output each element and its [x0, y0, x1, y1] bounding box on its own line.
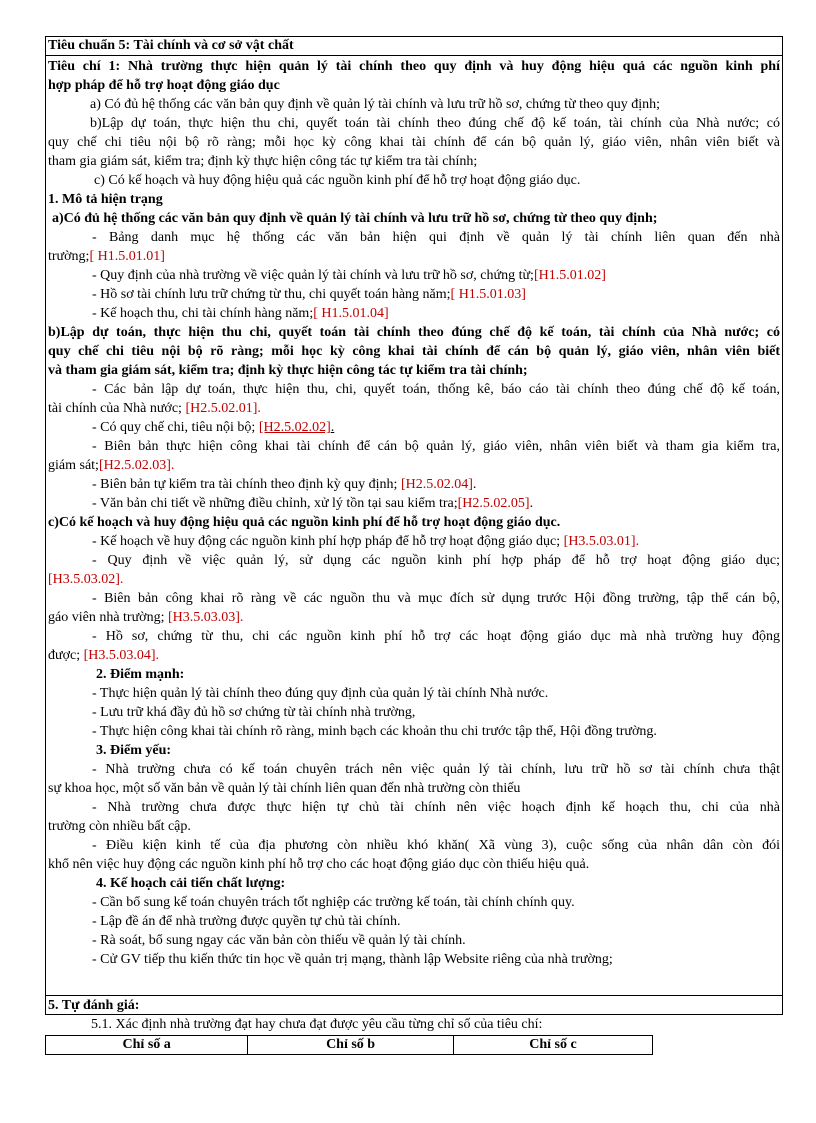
standard-title: Tiêu chuẩn 5: Tài chính và cơ sở vật chất: [46, 37, 782, 56]
evidence-code[interactable]: [ H1.5.01.04]: [313, 306, 389, 321]
evidence-code[interactable]: [H2.5.02.03].: [98, 458, 175, 473]
weakness-item: sự khoa học, một số văn bản về quản lý tài chính liên quan đến nhà trường còn thiếu: [48, 781, 521, 796]
weakness-item: - Nhà trường chưa được thực hiện tự chủ tài chính nên việc hoạch định kế hoạch thu, chi của nhà: [92, 800, 780, 815]
evidence-line: - Kế hoạch về huy động các nguồn kinh phí hợp pháp để hỗ trợ hoạt động giáo dục; [H3.5.03.01].: [92, 534, 640, 549]
evidence-line: - Biên bản công khai rõ ràng về các nguồn thu và mục đích sử dụng trước Hội đồng trường, tập thể cán bộ,: [92, 591, 780, 606]
plan-item: - Cử GV tiếp thu kiến thức tin học về quản trị mạng, thành lập Website riêng của nhà trường;: [92, 952, 613, 967]
evidence-line: - Hồ sơ, chứng từ thu, chi các nguồn kinh phí hỗ trợ các hoạt động giáo dục mà nhà trường huy động: [92, 629, 780, 644]
evidence-code[interactable]: [H2.5.02.01].: [185, 401, 261, 416]
table-header-cell: Chỉ số c: [453, 1036, 652, 1055]
evidence-code[interactable]: [H3.5.03.03].: [167, 610, 244, 625]
strength-item: - Lưu trữ khá đầy đủ hồ sơ chứng từ tài chính nhà trường,: [92, 705, 416, 720]
evidence-code[interactable]: [ H1.5.01.03]: [450, 287, 526, 302]
evidence-line: - Bảng danh mục hệ thống các văn bản hiện qui định về quản lý tài chính liên quan đến nhà: [92, 230, 780, 245]
weakness-item: trường còn nhiều bất cập.: [48, 819, 191, 834]
document-frame: [45, 36, 783, 1015]
subsection-b-heading: b)Lập dự toán, thực hiện thu chi, quyết toán tài chính theo đúng chế độ kế toán, tài chính của Nhà nước; có: [48, 325, 780, 340]
weakness-item: - Điều kiện kinh tế của địa phương còn nhiều khó khăn( Xã vùng 3), cuộc sống của nhân dân còn đói: [92, 838, 780, 853]
requirement-b-cont: tham gia giám sát, kiểm tra; định kỳ thực hiện công tác tự kiểm tra tài chính;: [48, 154, 478, 169]
strength-item: - Thực hiện công khai tài chính rõ ràng, minh bạch các khoản thu chi trước tập thể, Hội đồng trường.: [92, 724, 657, 739]
requirement-b: b)Lập dự toán, thực hiện thu chi, quyết toán tài chính theo đúng chế độ kế toán, tài chính của Nhà nước; có: [90, 116, 780, 131]
evidence-line: [48, 570, 780, 589]
evidence-line: - Biên bản thực hiện công khai tài chính để cán bộ quản lý, giáo viên, nhân viên biết và tham gia kiểm tra,: [92, 439, 780, 454]
evidence-code[interactable]: [ H1.5.01.01]: [89, 249, 165, 264]
requirement-c: c) Có kế hoạch và huy động hiệu quả các nguồn kinh phí để hỗ trợ hoạt động giáo dục.: [94, 173, 581, 188]
requirement-a: a) Có đủ hệ thống các văn bản quy định về quản lý tài chính và lưu trữ hồ sơ, chứng từ theo quy định;: [90, 97, 661, 112]
table-header-cell: Chỉ số a: [46, 1036, 248, 1055]
section-5-1-text: 5.1. Xác định nhà trường đạt hay chưa đạt được yêu cầu từng chỉ số của tiêu chí:: [91, 1017, 543, 1032]
index-table: [45, 1035, 653, 1055]
section-1-heading: 1. Mô tả hiện trạng: [48, 192, 163, 207]
evidence-code[interactable]: [H2.5.02.04]: [400, 477, 473, 492]
document-body: [46, 56, 782, 969]
table-header-cell: Chỉ số b: [248, 1036, 454, 1055]
subsection-b-heading: quy chế chi tiêu nội bộ rõ ràng; mỗi học kỳ công khai tài chính để cán bộ quản lý, giáo viên, nhân viên biết: [48, 344, 780, 359]
evidence-line: gáo viên nhà trường; [H3.5.03.03].: [48, 610, 244, 625]
subsection-a-heading: a)Có đủ hệ thống các văn bản quy định về quản lý tài chính và lưu trữ hồ sơ, chứng từ theo quy định;: [52, 211, 658, 226]
plan-item: - Lập đề án để nhà trường được quyền tự chủ tài chính.: [92, 914, 401, 929]
evidence-line: trường;[ H1.5.01.01]: [48, 249, 165, 264]
evidence-line: - Các bản lập dự toán, thực hiện thu, chi, quyết toán, thống kê, báo cáo tài chính theo đúng chế độ kế toán,: [92, 382, 780, 397]
weakness-item: - Nhà trường chưa có kế toán chuyên trách nên việc quản lý tài chính, lưu trữ hồ sơ tài chính chưa thật: [92, 762, 780, 777]
evidence-code[interactable]: [H3.5.03.02].: [48, 572, 124, 587]
evidence-line: - Biên bản tự kiểm tra tài chính theo định kỳ quy định; [H2.5.02.04].: [92, 477, 477, 492]
strength-item: - Thực hiện quản lý tài chính theo đúng quy định của quản lý tài chính Nhà nước.: [92, 686, 549, 701]
criterion-line: Tiêu chí 1: Nhà trường thực hiện quản lý tài chính theo quy định và huy động hiệu quả các nguồn kinh phí: [48, 59, 780, 74]
section-3-heading: 3. Điểm yếu:: [96, 743, 172, 758]
table-row: [46, 1036, 653, 1055]
plan-item: - Rà soát, bổ sung ngay các văn bản còn thiếu về quản lý tài chính.: [92, 933, 466, 948]
section-4-heading: 4. Kế hoạch cải tiến chất lượng:: [96, 876, 286, 891]
evidence-line: - Văn bản chi tiết về những điều chỉnh, xử lý tồn tại sau kiểm tra;[H2.5.02.05].: [92, 496, 534, 511]
evidence-code[interactable]: [H1.5.01.02]: [533, 268, 606, 283]
evidence-line: - Kế hoạch thu, chi tài chính hàng năm;[ H1.5.01.04]: [92, 306, 389, 321]
subsection-b-heading: và tham gia giám sát, kiểm tra; định kỳ thực hiện công tác tự kiểm tra tài chính;: [48, 363, 528, 378]
plan-item: - Cần bổ sung kế toán chuyên trách tốt nghiệp các trường kế toán, tài chính chính quy.: [92, 895, 575, 910]
weakness-item: khổ nên việc huy động các nguồn kinh phí hỗ trợ cho các hoạt động giáo dục còn thiếu hiệu quả.: [48, 857, 590, 872]
evidence-line: tài chính của Nhà nước; [H2.5.02.01].: [48, 401, 261, 416]
evidence-line: được; [H3.5.03.04].: [48, 648, 160, 663]
requirement-b-cont: quy chế chi tiêu nội bộ rõ ràng; mỗi học kỳ công khai tài chính để cán bộ quản lý, giáo viên, nhân viên biết và: [48, 135, 780, 150]
evidence-code[interactable]: [H2.5.02.05]: [457, 496, 530, 511]
evidence-line: - Có quy chế chi, tiêu nội bộ; [H2.5.02.02].: [92, 420, 335, 435]
evidence-line: - Quy định của nhà trường về việc quản lý tài chính và lưu trữ hồ sơ, chứng từ;[H1.5.01.02]: [92, 268, 606, 283]
evidence-code[interactable]: [H2.5.02.02]: [258, 420, 331, 435]
subsection-c-heading: c)Có kế hoạch và huy động hiệu quả các nguồn kinh phí để hỗ trợ hoạt động giáo dục.: [48, 515, 561, 530]
evidence-line: - Hồ sơ tài chính lưu trữ chứng từ thu, chi quyết toán hàng năm;[ H1.5.01.03]: [92, 287, 526, 302]
criterion-line: hợp pháp để hỗ trợ hoạt động giáo dục: [48, 78, 280, 93]
evidence-line: - Quy định về việc quản lý, sử dụng các nguồn kinh phí hợp pháp để hỗ trợ hoạt động giáo dục;: [92, 553, 780, 568]
section-5-heading: 5. Tự đánh giá:: [46, 995, 782, 1016]
evidence-code[interactable]: [H3.5.03.01].: [563, 534, 640, 549]
section-2-heading: 2. Điểm mạnh:: [96, 667, 185, 682]
evidence-code[interactable]: [H3.5.03.04].: [83, 648, 160, 663]
evidence-line: giám sát;[H2.5.02.03].: [48, 458, 175, 473]
